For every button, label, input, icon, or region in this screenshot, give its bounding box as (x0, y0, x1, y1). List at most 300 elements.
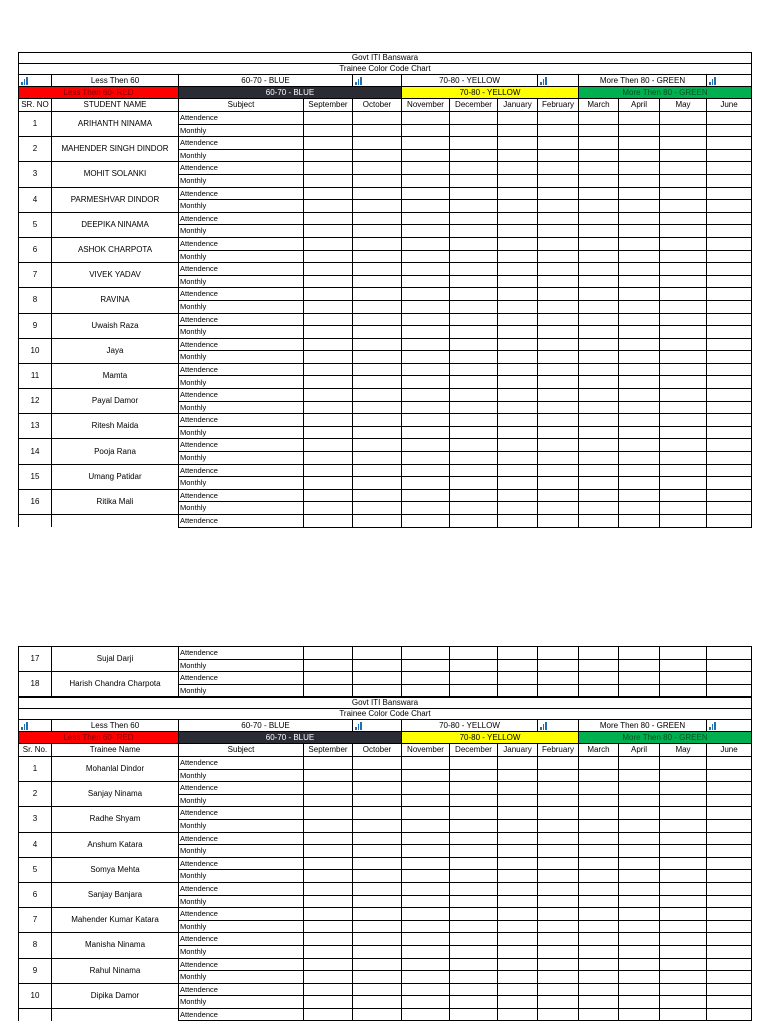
month-cell[interactable] (579, 515, 619, 528)
month-cell[interactable] (538, 502, 579, 515)
month-cell[interactable] (707, 502, 752, 515)
month-cell[interactable] (353, 895, 402, 908)
month-cell[interactable] (498, 672, 538, 685)
month-cell[interactable] (538, 225, 579, 238)
month-cell[interactable] (498, 212, 538, 225)
month-cell[interactable] (402, 124, 450, 137)
month-cell[interactable] (498, 300, 538, 313)
month-cell[interactable] (619, 212, 660, 225)
month-cell[interactable] (450, 237, 498, 250)
month-cell[interactable] (538, 908, 579, 921)
month-cell[interactable] (538, 112, 579, 125)
month-cell[interactable] (707, 958, 752, 971)
month-cell[interactable] (660, 263, 707, 276)
month-cell[interactable] (304, 933, 353, 946)
month-cell[interactable] (450, 845, 498, 858)
month-cell[interactable] (402, 300, 450, 313)
month-cell[interactable] (304, 1008, 353, 1021)
month-cell[interactable] (707, 376, 752, 389)
month-cell[interactable] (707, 807, 752, 820)
month-cell[interactable] (402, 1008, 450, 1021)
month-cell[interactable] (498, 515, 538, 528)
month-cell[interactable] (707, 313, 752, 326)
month-cell[interactable] (579, 137, 619, 150)
month-cell[interactable] (660, 174, 707, 187)
month-cell[interactable] (450, 647, 498, 660)
month-cell[interactable] (707, 288, 752, 301)
month-cell[interactable] (707, 439, 752, 452)
month-cell[interactable] (353, 288, 402, 301)
month-cell[interactable] (304, 326, 353, 339)
month-cell[interactable] (353, 162, 402, 175)
month-cell[interactable] (619, 363, 660, 376)
month-cell[interactable] (660, 870, 707, 883)
month-cell[interactable] (450, 933, 498, 946)
month-cell[interactable] (450, 263, 498, 276)
month-cell[interactable] (579, 376, 619, 389)
month-cell[interactable] (450, 162, 498, 175)
month-cell[interactable] (619, 945, 660, 958)
month-cell[interactable] (619, 515, 660, 528)
month-cell[interactable] (402, 288, 450, 301)
month-cell[interactable] (353, 225, 402, 238)
month-cell[interactable] (402, 174, 450, 187)
month-cell[interactable] (538, 275, 579, 288)
month-cell[interactable] (579, 832, 619, 845)
month-cell[interactable] (498, 225, 538, 238)
month-cell[interactable] (707, 212, 752, 225)
month-cell[interactable] (304, 426, 353, 439)
month-cell[interactable] (538, 920, 579, 933)
month-cell[interactable] (304, 945, 353, 958)
month-cell[interactable] (660, 389, 707, 402)
month-cell[interactable] (402, 832, 450, 845)
month-cell[interactable] (619, 389, 660, 402)
month-cell[interactable] (402, 338, 450, 351)
month-cell[interactable] (304, 659, 353, 672)
month-cell[interactable] (353, 647, 402, 660)
month-cell[interactable] (304, 452, 353, 465)
month-cell[interactable] (498, 647, 538, 660)
month-cell[interactable] (707, 782, 752, 795)
month-cell[interactable] (450, 807, 498, 820)
month-cell[interactable] (707, 124, 752, 137)
month-cell[interactable] (707, 933, 752, 946)
month-cell[interactable] (498, 908, 538, 921)
month-cell[interactable] (498, 338, 538, 351)
month-cell[interactable] (498, 112, 538, 125)
month-cell[interactable] (538, 895, 579, 908)
month-cell[interactable] (538, 882, 579, 895)
month-cell[interactable] (498, 684, 538, 697)
month-cell[interactable] (538, 250, 579, 263)
month-cell[interactable] (660, 882, 707, 895)
month-cell[interactable] (402, 263, 450, 276)
month-cell[interactable] (660, 895, 707, 908)
month-cell[interactable] (579, 326, 619, 339)
month-cell[interactable] (538, 376, 579, 389)
month-cell[interactable] (402, 782, 450, 795)
month-cell[interactable] (402, 200, 450, 213)
month-cell[interactable] (402, 659, 450, 672)
month-cell[interactable] (498, 275, 538, 288)
month-cell[interactable] (353, 794, 402, 807)
month-cell[interactable] (353, 857, 402, 870)
month-cell[interactable] (353, 174, 402, 187)
month-cell[interactable] (304, 162, 353, 175)
month-cell[interactable] (304, 389, 353, 402)
month-cell[interactable] (353, 996, 402, 1009)
month-cell[interactable] (353, 149, 402, 162)
month-cell[interactable] (579, 363, 619, 376)
month-cell[interactable] (304, 996, 353, 1009)
month-cell[interactable] (402, 477, 450, 490)
month-cell[interactable] (660, 769, 707, 782)
month-cell[interactable] (353, 958, 402, 971)
month-cell[interactable] (353, 452, 402, 465)
month-cell[interactable] (538, 515, 579, 528)
month-cell[interactable] (304, 351, 353, 364)
month-cell[interactable] (707, 672, 752, 685)
month-cell[interactable] (579, 313, 619, 326)
month-cell[interactable] (660, 996, 707, 1009)
month-cell[interactable] (402, 162, 450, 175)
month-cell[interactable] (450, 389, 498, 402)
month-cell[interactable] (660, 338, 707, 351)
month-cell[interactable] (707, 659, 752, 672)
month-cell[interactable] (304, 794, 353, 807)
month-cell[interactable] (498, 464, 538, 477)
month-cell[interactable] (579, 920, 619, 933)
month-cell[interactable] (402, 794, 450, 807)
month-cell[interactable] (707, 845, 752, 858)
month-cell[interactable] (450, 174, 498, 187)
month-cell[interactable] (707, 401, 752, 414)
month-cell[interactable] (304, 672, 353, 685)
month-cell[interactable] (619, 237, 660, 250)
month-cell[interactable] (402, 439, 450, 452)
month-cell[interactable] (707, 647, 752, 660)
month-cell[interactable] (660, 659, 707, 672)
month-cell[interactable] (660, 200, 707, 213)
month-cell[interactable] (304, 212, 353, 225)
month-cell[interactable] (402, 464, 450, 477)
month-cell[interactable] (579, 782, 619, 795)
month-cell[interactable] (579, 1008, 619, 1021)
month-cell[interactable] (450, 414, 498, 427)
month-cell[interactable] (707, 769, 752, 782)
month-cell[interactable] (579, 237, 619, 250)
month-cell[interactable] (450, 684, 498, 697)
month-cell[interactable] (450, 895, 498, 908)
month-cell[interactable] (619, 351, 660, 364)
month-cell[interactable] (579, 908, 619, 921)
month-cell[interactable] (402, 882, 450, 895)
month-cell[interactable] (402, 389, 450, 402)
month-cell[interactable] (402, 326, 450, 339)
month-cell[interactable] (619, 464, 660, 477)
month-cell[interactable] (304, 200, 353, 213)
month-cell[interactable] (619, 845, 660, 858)
month-cell[interactable] (304, 870, 353, 883)
month-cell[interactable] (707, 275, 752, 288)
month-cell[interactable] (579, 414, 619, 427)
month-cell[interactable] (353, 300, 402, 313)
month-cell[interactable] (538, 263, 579, 276)
month-cell[interactable] (660, 845, 707, 858)
month-cell[interactable] (304, 920, 353, 933)
month-cell[interactable] (498, 958, 538, 971)
month-cell[interactable] (538, 452, 579, 465)
month-cell[interactable] (579, 647, 619, 660)
month-cell[interactable] (707, 300, 752, 313)
month-cell[interactable] (619, 376, 660, 389)
month-cell[interactable] (498, 757, 538, 770)
month-cell[interactable] (304, 782, 353, 795)
month-cell[interactable] (498, 313, 538, 326)
month-cell[interactable] (450, 326, 498, 339)
month-cell[interactable] (579, 112, 619, 125)
month-cell[interactable] (538, 363, 579, 376)
month-cell[interactable] (619, 794, 660, 807)
month-cell[interactable] (660, 647, 707, 660)
month-cell[interactable] (353, 275, 402, 288)
month-cell[interactable] (660, 112, 707, 125)
month-cell[interactable] (660, 137, 707, 150)
month-cell[interactable] (402, 971, 450, 984)
month-cell[interactable] (498, 1008, 538, 1021)
month-cell[interactable] (450, 275, 498, 288)
month-cell[interactable] (498, 971, 538, 984)
month-cell[interactable] (450, 920, 498, 933)
month-cell[interactable] (353, 351, 402, 364)
month-cell[interactable] (402, 149, 450, 162)
month-cell[interactable] (498, 426, 538, 439)
month-cell[interactable] (579, 426, 619, 439)
month-cell[interactable] (579, 439, 619, 452)
month-cell[interactable] (707, 351, 752, 364)
month-cell[interactable] (538, 971, 579, 984)
month-cell[interactable] (579, 971, 619, 984)
month-cell[interactable] (402, 489, 450, 502)
month-cell[interactable] (660, 794, 707, 807)
month-cell[interactable] (498, 983, 538, 996)
month-cell[interactable] (579, 945, 619, 958)
month-cell[interactable] (353, 414, 402, 427)
month-cell[interactable] (304, 149, 353, 162)
month-cell[interactable] (498, 845, 538, 858)
month-cell[interactable] (498, 996, 538, 1009)
month-cell[interactable] (579, 300, 619, 313)
month-cell[interactable] (660, 313, 707, 326)
month-cell[interactable] (402, 515, 450, 528)
month-cell[interactable] (538, 782, 579, 795)
month-cell[interactable] (579, 757, 619, 770)
month-cell[interactable] (402, 351, 450, 364)
month-cell[interactable] (450, 200, 498, 213)
month-cell[interactable] (450, 659, 498, 672)
month-cell[interactable] (619, 149, 660, 162)
month-cell[interactable] (619, 819, 660, 832)
month-cell[interactable] (707, 857, 752, 870)
month-cell[interactable] (660, 933, 707, 946)
month-cell[interactable] (304, 225, 353, 238)
month-cell[interactable] (619, 288, 660, 301)
month-cell[interactable] (619, 187, 660, 200)
month-cell[interactable] (304, 338, 353, 351)
month-cell[interactable] (450, 351, 498, 364)
month-cell[interactable] (538, 326, 579, 339)
month-cell[interactable] (538, 477, 579, 490)
month-cell[interactable] (450, 757, 498, 770)
month-cell[interactable] (498, 945, 538, 958)
month-cell[interactable] (353, 782, 402, 795)
month-cell[interactable] (660, 149, 707, 162)
month-cell[interactable] (538, 945, 579, 958)
month-cell[interactable] (707, 895, 752, 908)
month-cell[interactable] (619, 757, 660, 770)
month-cell[interactable] (353, 237, 402, 250)
month-cell[interactable] (619, 439, 660, 452)
month-cell[interactable] (707, 996, 752, 1009)
month-cell[interactable] (538, 958, 579, 971)
month-cell[interactable] (450, 832, 498, 845)
month-cell[interactable] (450, 983, 498, 996)
month-cell[interactable] (619, 908, 660, 921)
month-cell[interactable] (619, 502, 660, 515)
month-cell[interactable] (450, 250, 498, 263)
month-cell[interactable] (498, 933, 538, 946)
month-cell[interactable] (402, 933, 450, 946)
month-cell[interactable] (353, 945, 402, 958)
month-cell[interactable] (579, 401, 619, 414)
month-cell[interactable] (304, 439, 353, 452)
month-cell[interactable] (450, 212, 498, 225)
month-cell[interactable] (660, 945, 707, 958)
month-cell[interactable] (402, 187, 450, 200)
month-cell[interactable] (450, 313, 498, 326)
month-cell[interactable] (660, 502, 707, 515)
month-cell[interactable] (402, 996, 450, 1009)
month-cell[interactable] (304, 313, 353, 326)
month-cell[interactable] (402, 647, 450, 660)
month-cell[interactable] (538, 794, 579, 807)
month-cell[interactable] (304, 363, 353, 376)
month-cell[interactable] (304, 414, 353, 427)
month-cell[interactable] (353, 250, 402, 263)
month-cell[interactable] (579, 870, 619, 883)
month-cell[interactable] (660, 452, 707, 465)
month-cell[interactable] (353, 845, 402, 858)
month-cell[interactable] (660, 464, 707, 477)
month-cell[interactable] (707, 882, 752, 895)
month-cell[interactable] (450, 426, 498, 439)
month-cell[interactable] (498, 162, 538, 175)
month-cell[interactable] (353, 338, 402, 351)
month-cell[interactable] (579, 477, 619, 490)
month-cell[interactable] (579, 288, 619, 301)
month-cell[interactable] (707, 464, 752, 477)
month-cell[interactable] (304, 376, 353, 389)
month-cell[interactable] (538, 870, 579, 883)
month-cell[interactable] (402, 452, 450, 465)
month-cell[interactable] (450, 124, 498, 137)
month-cell[interactable] (538, 124, 579, 137)
month-cell[interactable] (353, 920, 402, 933)
month-cell[interactable] (619, 996, 660, 1009)
month-cell[interactable] (707, 426, 752, 439)
month-cell[interactable] (707, 200, 752, 213)
month-cell[interactable] (450, 288, 498, 301)
month-cell[interactable] (450, 452, 498, 465)
month-cell[interactable] (498, 389, 538, 402)
month-cell[interactable] (619, 162, 660, 175)
month-cell[interactable] (353, 971, 402, 984)
month-cell[interactable] (402, 895, 450, 908)
month-cell[interactable] (579, 672, 619, 685)
month-cell[interactable] (619, 857, 660, 870)
month-cell[interactable] (538, 313, 579, 326)
month-cell[interactable] (660, 757, 707, 770)
month-cell[interactable] (707, 1008, 752, 1021)
month-cell[interactable] (450, 971, 498, 984)
month-cell[interactable] (402, 250, 450, 263)
month-cell[interactable] (660, 288, 707, 301)
month-cell[interactable] (619, 920, 660, 933)
month-cell[interactable] (450, 137, 498, 150)
month-cell[interactable] (498, 452, 538, 465)
month-cell[interactable] (450, 502, 498, 515)
month-cell[interactable] (304, 112, 353, 125)
month-cell[interactable] (353, 112, 402, 125)
month-cell[interactable] (353, 870, 402, 883)
month-cell[interactable] (304, 515, 353, 528)
month-cell[interactable] (707, 983, 752, 996)
month-cell[interactable] (450, 819, 498, 832)
month-cell[interactable] (619, 882, 660, 895)
month-cell[interactable] (450, 908, 498, 921)
month-cell[interactable] (538, 933, 579, 946)
month-cell[interactable] (579, 389, 619, 402)
month-cell[interactable] (450, 376, 498, 389)
month-cell[interactable] (353, 137, 402, 150)
month-cell[interactable] (353, 684, 402, 697)
month-cell[interactable] (707, 819, 752, 832)
month-cell[interactable] (353, 376, 402, 389)
month-cell[interactable] (707, 414, 752, 427)
month-cell[interactable] (450, 782, 498, 795)
month-cell[interactable] (538, 414, 579, 427)
month-cell[interactable] (660, 684, 707, 697)
month-cell[interactable] (498, 857, 538, 870)
month-cell[interactable] (402, 502, 450, 515)
month-cell[interactable] (660, 426, 707, 439)
month-cell[interactable] (450, 945, 498, 958)
month-cell[interactable] (353, 401, 402, 414)
month-cell[interactable] (538, 684, 579, 697)
month-cell[interactable] (498, 489, 538, 502)
month-cell[interactable] (450, 439, 498, 452)
month-cell[interactable] (660, 477, 707, 490)
month-cell[interactable] (538, 439, 579, 452)
month-cell[interactable] (538, 162, 579, 175)
month-cell[interactable] (498, 920, 538, 933)
month-cell[interactable] (304, 757, 353, 770)
month-cell[interactable] (707, 757, 752, 770)
month-cell[interactable] (450, 363, 498, 376)
month-cell[interactable] (498, 363, 538, 376)
month-cell[interactable] (660, 807, 707, 820)
